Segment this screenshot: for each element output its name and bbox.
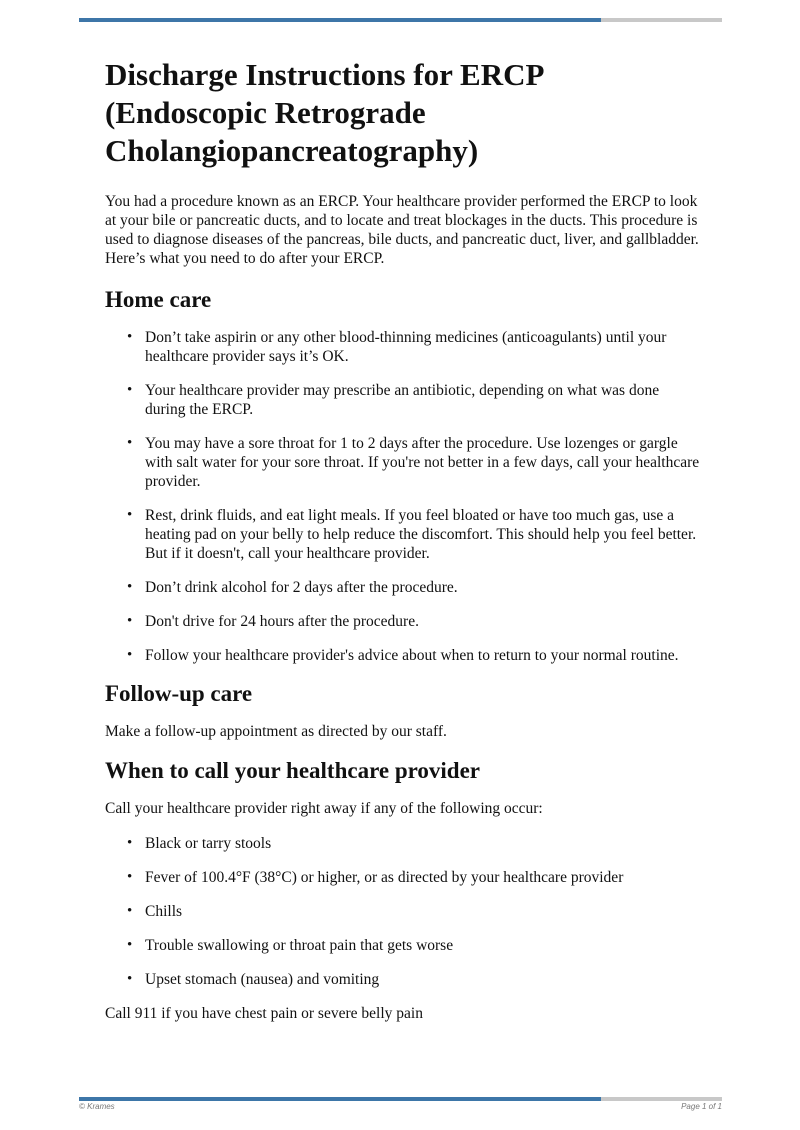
follow-up-heading: Follow-up care [105, 681, 253, 706]
home-care-list [105, 328, 700, 665]
when-to-call-intro: Call your healthcare provider right away if any of the following occur: [105, 800, 543, 817]
bottom-rule-grey [601, 1097, 722, 1101]
list-item: • Fever of 100.4°F (38°C) or higher, or as directed by your healthcare provider [145, 868, 700, 887]
list-item: • Trouble swallowing or throat pain that gets worse [145, 936, 700, 955]
list-item: • You may have a sore throat for 1 to 2 days after the procedure. Use lozenges or gargle with salt water for your sore throat. If you're not better in a few days, call your healthcare provider. [145, 434, 700, 491]
document-body [105, 56, 700, 1039]
list-item: • Black or tarry stools [145, 834, 700, 853]
list-item: • Don’t drink alcohol for 2 days after the procedure. [145, 578, 700, 597]
top-rule-grey [601, 18, 722, 22]
list-item: • Follow your healthcare provider's advice about when to return to your normal routine. [145, 646, 700, 665]
bottom-rule-accent [79, 1097, 601, 1101]
emergency-note: Call 911 if you have chest pain or severe belly pain [105, 1005, 423, 1022]
list-item: • Don’t take aspirin or any other blood-thinning medicines (anticoagulants) until your healthcare provider says it’s OK. [145, 328, 700, 366]
when-to-call-list [105, 834, 700, 989]
intro-paragraph: You had a procedure known as an ERCP. Your healthcare provider performed the ERCP to look at your bile or pancreatic ducts, and to locate and treat blockages in the ducts. This procedure is used to diagnose diseases of the pancreas, bile ducts, and pancreatic duct, liver, and gallbladder. Here’s what you need to do after your ERCP. [105, 193, 699, 267]
when-to-call-heading: When to call your healthcare provider [105, 758, 481, 783]
list-item: • Don't drive for 24 hours after the procedure. [145, 612, 700, 631]
top-rule [79, 18, 722, 22]
follow-up-text: Make a follow-up appointment as directed by our staff. [105, 723, 447, 740]
list-item: • Your healthcare provider may prescribe an antibiotic, depending on what was done during the ERCP. [145, 381, 700, 419]
list-item: • Rest, drink fluids, and eat light meals. If you feel bloated or have too much gas, use a heating pad on your belly to help reduce the discomfort. This should help you feel better. But if it doesn't, call your healthcare provider. [145, 506, 700, 563]
page-title: Discharge Instructions for ERCP (Endoscopic Retrograde Cholangiopancreatography) [105, 57, 543, 168]
home-care-heading: Home care [105, 287, 212, 312]
list-item: • Chills [145, 902, 700, 921]
list-item: • Upset stomach (nausea) and vomiting [145, 970, 700, 989]
copyright-text: © Krames [79, 1102, 115, 1111]
page-number: Page 1 of 1 [681, 1102, 722, 1111]
top-rule-accent [79, 18, 601, 22]
bottom-rule [79, 1097, 722, 1101]
